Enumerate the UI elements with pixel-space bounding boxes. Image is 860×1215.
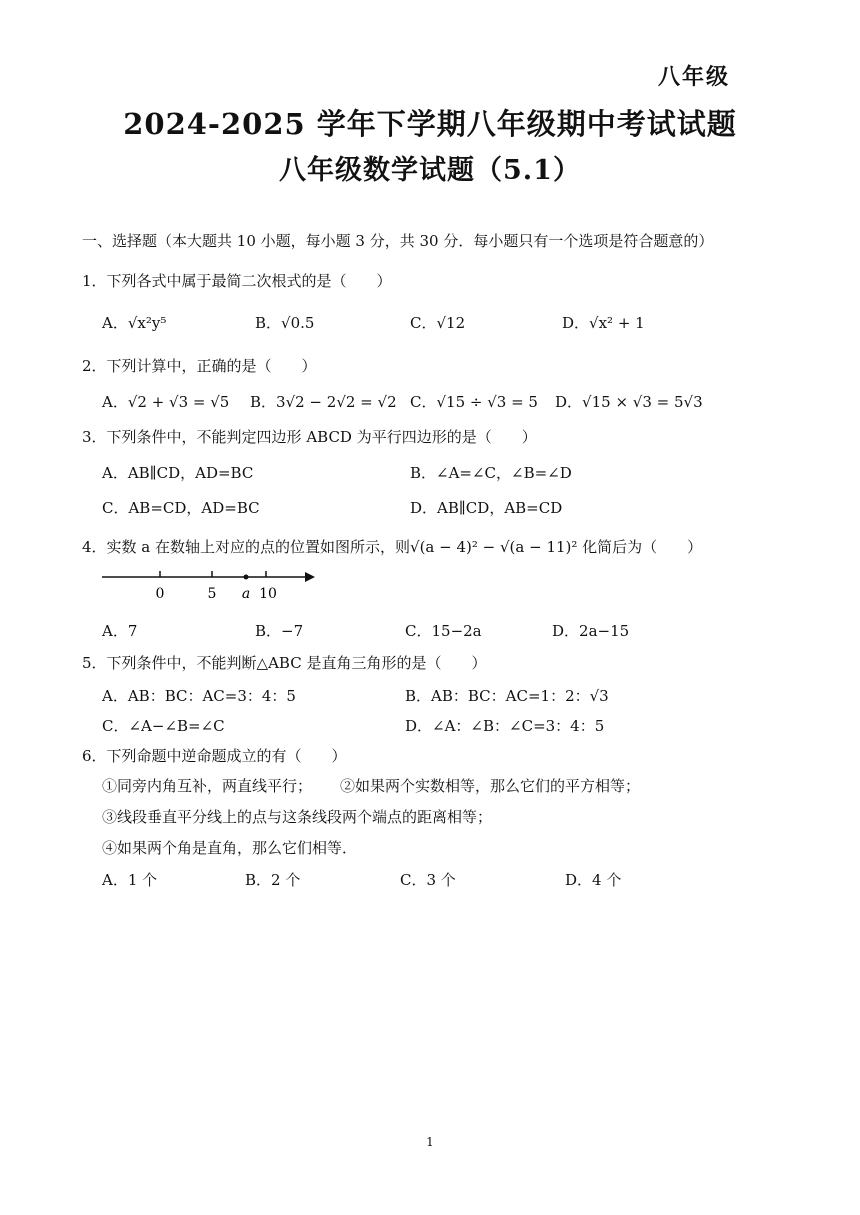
number-line-arrow <box>305 572 315 582</box>
question-6-option-a: A．1 个 <box>102 871 158 889</box>
exam-subtitle: 八年级数学试题（5.1） <box>279 155 581 186</box>
label-a: a <box>241 586 251 602</box>
question-5-option-c: C．∠A−∠B=∠C <box>102 717 225 735</box>
question-5-stem: 5．下列条件中，不能判断△ABC 是直角三角形的是（ ） <box>82 654 487 672</box>
question-2-option-b: B．3√2 − 2√2 = √2 <box>250 393 397 411</box>
label-0: 0 <box>155 586 165 602</box>
page-number: 1 <box>426 1135 434 1149</box>
question-2-stem: 2．下列计算中，正确的是（ ） <box>82 357 317 375</box>
label-10: 10 <box>259 586 277 602</box>
question-6-option-c: C．3 个 <box>400 871 456 889</box>
question-5-option-d: D．∠A：∠B：∠C=3：4：5 <box>405 717 605 735</box>
number-line <box>100 565 330 605</box>
question-1-option-b: B．√0.5 <box>255 314 315 332</box>
question-6-statement-2: ②如果两个实数相等，那么它们的平方相等； <box>340 777 641 795</box>
question-1-option-d: D．√x² + 1 <box>562 314 645 332</box>
question-3-option-d: D．AB∥CD，AB=CD <box>410 499 563 517</box>
question-4-option-d: D．2a−15 <box>552 622 630 640</box>
question-6-option-d: D．4 个 <box>565 871 622 889</box>
question-1-stem: 1．下列各式中属于最简二次根式的是（ ） <box>82 272 392 290</box>
question-3-option-b: B．∠A=∠C，∠B=∠D <box>410 464 572 482</box>
label-5: 5 <box>207 586 217 602</box>
question-4-option-b: B．−7 <box>255 622 304 640</box>
question-2-option-d: D．√15 × √3 = 5√3 <box>555 393 703 411</box>
question-1-option-c: C．√12 <box>410 314 466 332</box>
question-6-statement-4: ④如果两个角是直角，那么它们相等． <box>102 839 358 857</box>
question-3-option-a: A．AB∥CD，AD=BC <box>102 464 254 482</box>
question-1-option-a: A．√x²y⁵ <box>102 314 167 332</box>
question-4-option-a: A．7 <box>102 622 138 640</box>
point-a <box>244 575 249 580</box>
question-6-stem: 6．下列命题中逆命题成立的有（ ） <box>82 747 347 765</box>
question-4-stem: 4．实数 a 在数轴上对应的点的位置如图所示，则√(a − 4)² − √(a − 11)² 化简后为（ ） <box>82 538 703 556</box>
question-6-option-b: B．2 个 <box>245 871 301 889</box>
grade-tag: 八年级 <box>657 64 730 90</box>
question-5-option-a: A．AB：BC：AC=3：4：5 <box>102 687 296 705</box>
section-heading: 一、选择题（本大题共 10 小题，每小题 3 分，共 30 分．每小题只有一个选项是符合题意的） <box>82 232 714 250</box>
exam-title: 2024-2025 学年下学期八年级期中考试试题 <box>123 107 737 141</box>
question-6-statement-3: ③线段垂直平分线上的点与这条线段两个端点的距离相等； <box>102 808 493 826</box>
question-2-option-a: A．√2 + √3 = √5 <box>102 393 230 411</box>
question-5-option-b: B．AB：BC：AC=1：2：√3 <box>405 687 609 705</box>
question-4-option-c: C．15−2a <box>405 622 482 640</box>
question-6-statement-1: ①同旁内角互补，两直线平行； <box>102 777 313 795</box>
question-3-stem: 3．下列条件中，不能判定四边形 ABCD 为平行四边形的是（ ） <box>82 428 537 446</box>
question-3-option-c: C．AB=CD，AD=BC <box>102 499 260 517</box>
question-2-option-c: C．√15 ÷ √3 = 5 <box>410 393 538 411</box>
